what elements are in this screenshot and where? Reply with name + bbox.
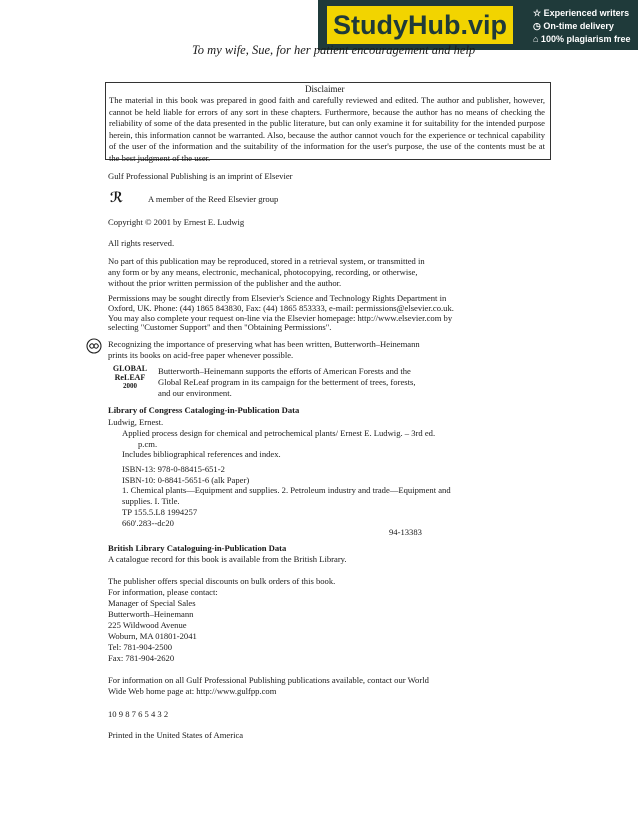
reproduction-line-1: No part of this publication may be reproduced, stored in a retrieval system, or transmitted in — [108, 256, 425, 266]
loc-biblio: Includes bibliographical references and index. — [122, 449, 281, 459]
contact-line-6: Woburn, MA 01801-2041 — [108, 631, 197, 641]
acid-free-paper-icon — [86, 338, 102, 354]
loc-author: Ludwig, Ernest. — [108, 417, 164, 427]
loc-title: Applied process design for chemical and petrochemical plants/ Ernest E. Ludwig. – 3rd ed. — [122, 428, 436, 438]
contact-line-3: Manager of Special Sales — [108, 598, 196, 608]
loc-dewey: 660'.283--dc20 — [122, 518, 174, 528]
disclaimer-body: The material in this book was prepared in good faith and carefully reviewed and edited. The author and publisher, however, cannot be held liable for errors of any sort in these chapters. Furthermore, because the author has no means of checking the reliability of some of the data presented in the public literature, but can only examine it for suitability for the intended purpose herein, this information cannot be warranted. Also, because the author cannot vouch for the experience or technical capability of the user of the information and the suitability of the information for the user's purpose, the use of the contents must be at the best judgment of the user. — [109, 95, 545, 163]
contact-line-2: For information, please contact: — [108, 587, 218, 597]
copyright: Copyright © 2001 by Ernest E. Ludwig — [108, 217, 245, 227]
reproduction-line-2: any form or by any means, electronic, mechanical, photocopying, recording, or otherwise, — [108, 267, 418, 277]
loc-pcm: p.cm. — [138, 439, 158, 449]
permissions-line-1: Permissions may be sought directly from Elsevier's Science and Technology Rights Department in — [108, 293, 447, 303]
reproduction-line-3: without the prior written permission of the publisher and the author. — [108, 278, 342, 288]
loc-call-number: TP 155.5.L8 1994257 — [122, 507, 198, 517]
ad-line-delivery: ◷ On-time delivery — [533, 21, 614, 31]
global-releaf-logo — [112, 364, 148, 391]
releaf-line-2: Global ReLeaf program in its campaign for the betterment of trees, forests, — [158, 377, 416, 387]
releaf-logo-year: 2000 — [123, 382, 137, 390]
loc-number: 94-13383 — [389, 527, 422, 537]
permissions-line-2: Oxford, UK. Phone: (44) 1865 843830, Fax: (44) 1865 853333, e-mail: permissions@elsevier.co.uk. — [108, 303, 454, 313]
contact-line-4: Butterworth–Heinemann — [108, 609, 194, 619]
acid-free-line-1: Recognizing the importance of preserving what has been written, Butterworth–Heinemann — [108, 339, 420, 349]
imprint-line: Gulf Professional Publishing is an imprint of Elsevier — [108, 171, 293, 181]
reed-elsevier-logo-icon: ℛ — [110, 190, 124, 206]
ad-line-plagiarism: ⌂ 100% plagiarism free — [533, 34, 631, 44]
disclaimer-title: Disclaimer — [305, 84, 345, 94]
releaf-line-1: Butterworth–Heinemann supports the efforts of American Forests and the — [158, 366, 411, 376]
web-line-1: For information on all Gulf Professional Publishing publications available, contact our World — [108, 675, 429, 685]
web-line-2: Wide Web home page at: http://www.gulfpp.com — [108, 686, 277, 696]
bl-text: A catalogue record for this book is available from the British Library. — [108, 554, 347, 564]
acid-free-line-2: prints its books on acid-free paper whenever possible. — [108, 350, 294, 360]
contact-line-8: Fax: 781-904-2620 — [108, 653, 175, 663]
printed-in: Printed in the United States of America — [108, 730, 244, 740]
contact-line-5: 225 Wildwood Avenue — [108, 620, 187, 630]
printing-number-line: 10 9 8 7 6 5 4 3 2 — [108, 709, 169, 719]
permissions-line-3: You may also complete your request on-line via the Elsevier homepage: http://www.elsevier.com by — [108, 313, 453, 323]
ad-line-writers: ☆ Experienced writers — [533, 8, 630, 18]
contact-line-1: The publisher offers special discounts on bulk orders of this book. — [108, 576, 336, 586]
loc-subjects-2: supplies. I. Title. — [122, 496, 180, 506]
loc-subjects-1: 1. Chemical plants—Equipment and supplies. 2. Petroleum industry and trade—Equipment and — [122, 485, 451, 495]
dedication: To my wife, Sue, for her patient encouragement and help — [192, 43, 476, 57]
loc-isbn10: ISBN-10: 0-8841-5651-6 (alk Paper) — [122, 475, 250, 485]
releaf-line-3: and our environment. — [158, 388, 232, 398]
bl-heading: British Library Cataloguing-in-Publication Data — [108, 543, 287, 553]
ad-logo[interactable]: StudyHub.vip — [327, 6, 513, 44]
loc-heading: Library of Congress Cataloging-in-Publication Data — [108, 405, 300, 415]
rights: All rights reserved. — [108, 238, 175, 248]
releaf-logo-word-1: GLOBAL — [112, 364, 148, 373]
reed-member: A member of the Reed Elsevier group — [148, 194, 279, 204]
permissions-line-4: selecting "Customer Support" and then "Obtaining Permissions". — [108, 322, 332, 332]
releaf-logo-word-2: ReLEAF — [114, 373, 146, 382]
contact-line-7: Tel: 781-904-2500 — [108, 642, 173, 652]
loc-isbn13: ISBN-13: 978-0-88415-651-2 — [122, 464, 225, 474]
